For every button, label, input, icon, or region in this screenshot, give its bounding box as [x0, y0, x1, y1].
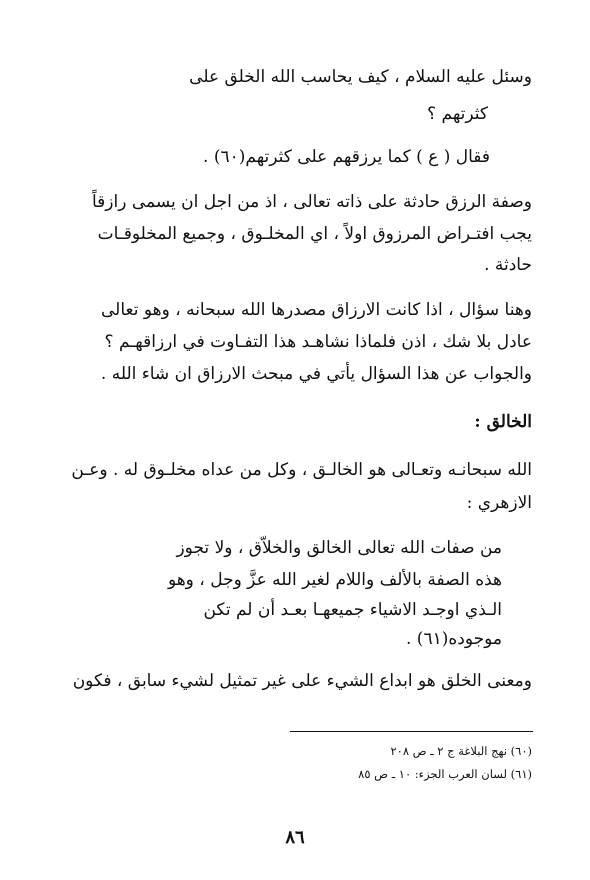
footnote: (٦٠) نهج البلاغة ج ٢ ـ ص ٢٠٨: [390, 744, 532, 758]
page-number: ٨٦: [285, 827, 305, 848]
text-line: عادل بلا شك ، اذن فلماذا نشاهـد هذا التفـاوت في ارزاقهـم ؟: [104, 332, 532, 352]
quote-line: هذه الصفة بالألف واللام لغير الله عزَّ وجل ، وهو: [167, 570, 502, 590]
text-line: فقال ( ع ) كما يرزقهم على كثرتهم(٦٠) .: [203, 147, 490, 167]
footnote-separator: [290, 731, 533, 732]
text-line: وصفة الرزق حادثة على ذاته تعالى ، اذ من اجل ان يسمى رازقاً: [91, 192, 532, 212]
text-line: الازهري :: [466, 493, 532, 513]
text-line: يجب افتـراض المرزوق اولاً ، اي المخلـوق ، وجميع المخلوقـات: [97, 224, 532, 244]
text-line: ومعنى الخلق هو ابداع الشيء على غير تمثيل لشيء سابق ، فكون: [72, 671, 532, 691]
section-heading: الخالق :: [474, 412, 532, 432]
text-line: الله سبحانـه وتعـالى هو الخالـق ، وكل من عداه مخلـوق له . وعـن: [71, 460, 532, 480]
quote-line: من صفات الله تعالى الخالق والخلاّق ، ولا تجوز: [176, 538, 502, 558]
text-line: وهنا سؤال ، اذا كانت الارزاق مصدرها الله سبحانه ، وهو تعالى: [100, 300, 532, 320]
footnote: (٦١) لسان العرب الجزء: ١٠ ـ ص ٨٥: [358, 767, 532, 781]
text-line: والجواب عن هذا السؤال يأتي في مبحث الارزاق ان شاء الله .: [100, 364, 532, 384]
quote-line: الـذي اوجـد الاشياء جميعهـا بعـد أن لم تكن: [203, 600, 502, 620]
text-line: كثرتهم ؟: [427, 104, 488, 124]
text-line: حادثة .: [484, 255, 532, 275]
text-line: وسئل عليه السلام ، كيف يحاسب الله الخلق على: [189, 67, 532, 87]
quote-line: موجوده(٦١) .: [405, 629, 502, 649]
